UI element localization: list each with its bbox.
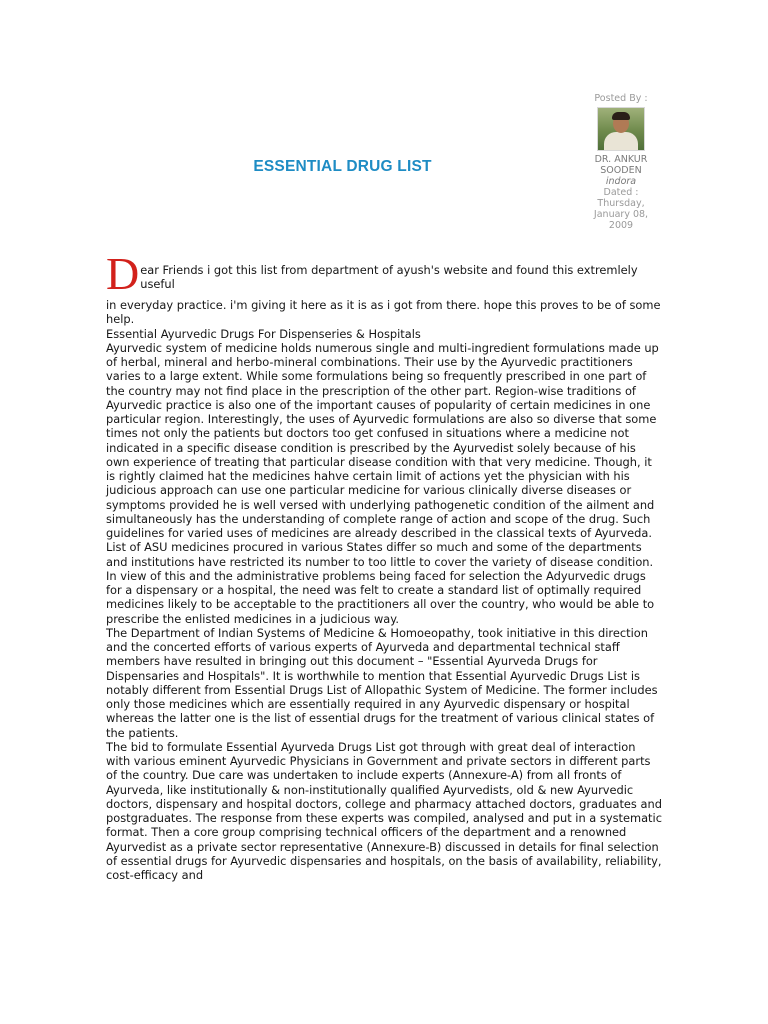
intro-first-line-text: ear Friends i got this list from department of ayush's website and found this extremlely useful — [140, 262, 638, 291]
intro-first-line — [106, 248, 662, 299]
paragraph: Ayurvedic system of medicine holds numerous single and multi-ingredient formulations made up of herbal, mineral and herbo-mineral combinations. Their use by the Ayurvedic practitioners varies to a large extent. While some formulations being so frequently prescribed in one part of the country may not find place in the prescription of the other part. Region-wise traditions of Ayurvedic practice is also one of the important causes of popularity of certain medicines in one particular region. Interestingly, the uses of Ayurvedic formulations are also so diverse that some times not only the patients but doctors too get confused in situations where a medicine not indicated in a specific disease condition is prescribed by the Ayurvedist solely because of his own experience of treating that particular disease condition with that very medicine. Though, it is rightly claimed hat the medicines hahve certain limit of actions yet the physician with his judicious approach can use one particular medicine for various clinically diverse diseases or symptoms provided he is well versed with underlying pathogenetic condition of the ailment and simultaneously has the understanding of complete range of action and scope of the drug. Such guidelines for varied uses of medicines are already described in the classical texts of Ayurveda. — [106, 340, 659, 540]
posted-by-box — [583, 93, 659, 231]
drop-cap: D — [106, 248, 140, 299]
paragraph: The Department of Indian Systems of Medicine & Homoeopathy, took initiative in this direction and the concerted efforts of various experts of Ayurveda and departmental technical staff members have resulted in bringing out this document – "Essential Ayurveda Drugs for Dispensaries and Hospitals". It is worthwhile to mention that Essential Ayurvedic Drugs List is notably different from Essential Drugs List of Allopathic System of Medicine. The former includes only those medicines which are essentially required in any Ayurvedic dispensary or hospital whereas the latter one is the list of essential drugs for the treatment of various clinical states of the patients. — [106, 625, 658, 740]
posted-by-label: Posted By : — [594, 93, 648, 104]
paragraph: In view of this and the administrative problems being faced for selection the Adyurvedic drugs for a dispensary or a hospital, the need was felt to create a standard list of optimally required medicines likely to be acceptable to the practitioners all over the country, who would be able to prescribe the enlisted medicines in a judicious way. — [106, 568, 655, 626]
paragraph-heading: Essential Ayurvedic Drugs For Dispenseries & Hospitals — [106, 326, 421, 341]
author-name[interactable]: DR. ANKUR SOODEN — [594, 154, 648, 176]
page-title: ESSENTIAL DRUG LIST — [253, 158, 432, 175]
author-city: indora — [605, 176, 637, 187]
post-date: Thursday, January 08, 2009 — [593, 198, 649, 231]
author-avatar — [597, 107, 645, 151]
paragraph: List of ASU medicines procured in various States differ so much and some of the departments and institutions have restricted its number to too little to cover the variety of disease condition. — [106, 540, 654, 569]
paragraph: The bid to formulate Essential Ayurveda Drugs List got through with great deal of interaction with various eminent Ayurvedic Physicians in Government and private sectors in different parts of the country. Due care was undertaken to include experts (Annexure-A) from all fronts of Ayurveda, like institutionally & non-institutionally qualified Ayurvedists, old & new Ayurvedic doctors, dispensary and hospital doctors, college and pharmacy attached doctors, graduates and postgraduates. The response from these experts was compiled, analysed and put in a systematic format. Then a core group comprising technical officers of the department and a renowned Ayurvedist as a private sector representative (Annexure-B) discussed in details for final selection of essential drugs for Ayurvedic dispensaries and hospitals, on the basis of availability, reliability, cost-efficacy and — [106, 739, 662, 882]
article-body — [106, 248, 662, 882]
dated-label: Dated : — [603, 187, 639, 198]
intro-continuation: in everyday practice. i'm giving it here as it is as i got from there. hope this proves to be of some help. — [106, 298, 661, 327]
